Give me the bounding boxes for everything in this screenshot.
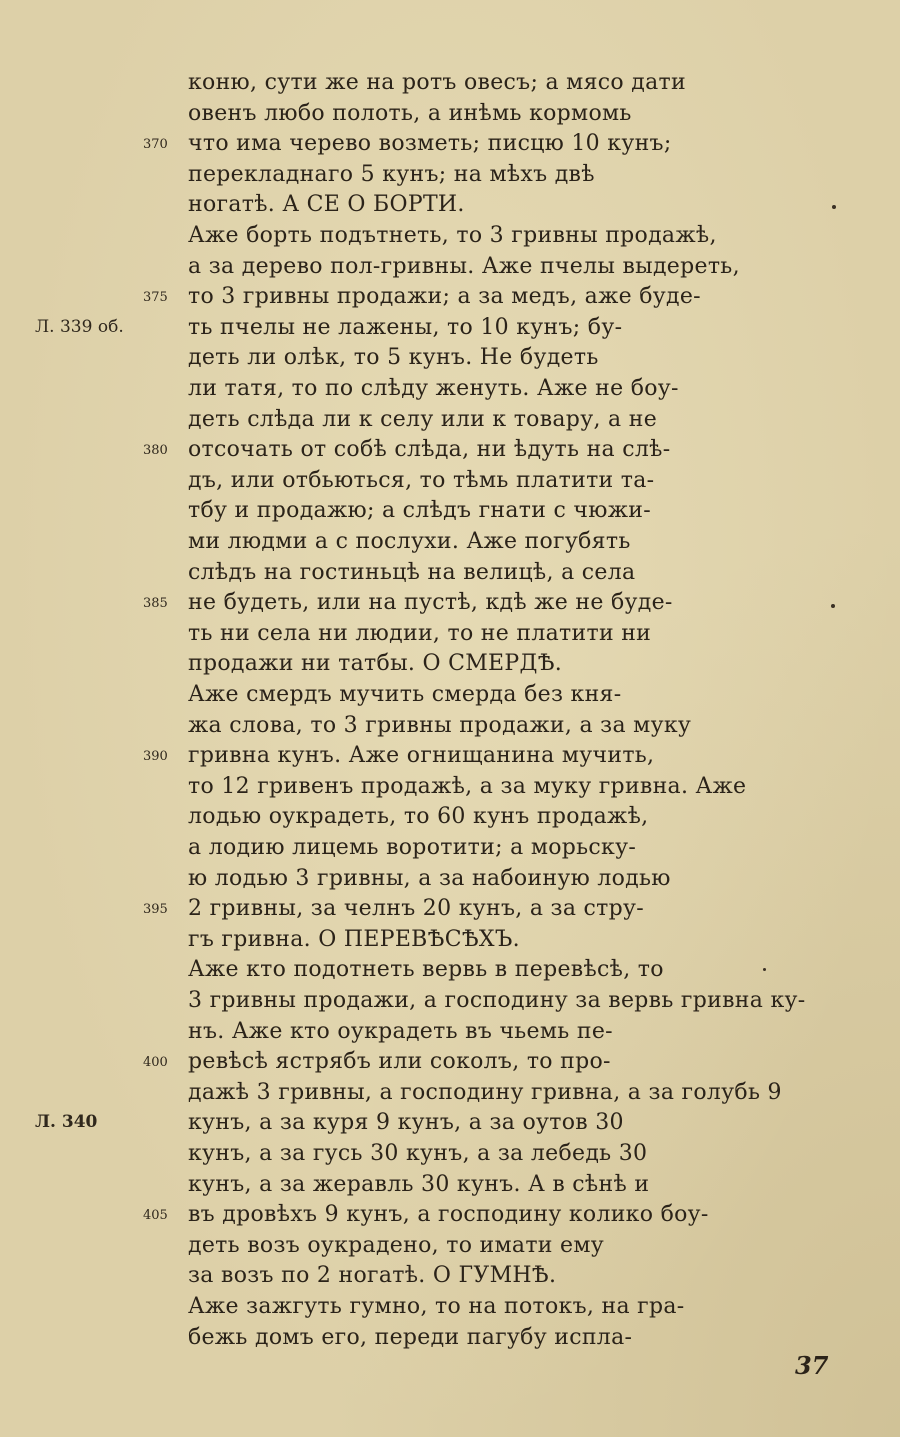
text-line: 3 гривны продажи, а господину за вервь гривна ку- bbox=[188, 988, 806, 1013]
text-line: гривна кунъ. Аже огнищанина мучить, bbox=[188, 743, 655, 769]
text-line: деть возъ оукрадено, то имати ему bbox=[188, 1232, 605, 1258]
text-line: тбу и продажю; а слѣдъ гнати с чюжи- bbox=[188, 498, 651, 524]
text-line: за возъ по 2 ногатѣ. О ГУМНѢ. bbox=[188, 1263, 557, 1289]
line-number: 390 bbox=[143, 749, 168, 765]
print-speck bbox=[832, 205, 836, 209]
text-line: а за дерево пол-гривны. Аже пчелы выдереть, bbox=[188, 253, 740, 279]
print-speck bbox=[763, 968, 766, 971]
text-line: нъ. Аже кто оукрадеть въ чьемь пе- bbox=[188, 1018, 613, 1044]
text-line: жа слова, то 3 гривны продажи, а за муку bbox=[188, 712, 692, 738]
folio-note: Л. 340 bbox=[35, 1112, 98, 1133]
text-line: отсочать от собѣ слѣда, ни ѣдуть на слѣ- bbox=[188, 437, 671, 463]
text-line: Аже зажгуть гумно, то на потокъ, на гра- bbox=[188, 1294, 685, 1319]
text-line: въ дровѣхъ 9 кунъ, а господину колико боу- bbox=[188, 1202, 709, 1228]
text-line: ть пчелы не лажены, то 10 кунъ; бу- bbox=[188, 314, 623, 340]
text-line: ли татя, то по слѣду женуть. Аже не боу- bbox=[188, 376, 679, 401]
line-number: 400 bbox=[143, 1055, 168, 1071]
text-line: лодью оукрадеть, то 60 кунъ продажѣ, bbox=[188, 804, 649, 830]
text-line: ть ни села ни людии, то не платити ни bbox=[188, 620, 652, 646]
line-number: 370 bbox=[143, 137, 168, 153]
text-line: ревѣсѣ ястрябъ или соколъ, то про- bbox=[188, 1049, 611, 1075]
text-line: то 12 гривенъ продажѣ, а за муку гривна. Аже bbox=[188, 773, 747, 799]
line-number: 375 bbox=[143, 290, 168, 306]
text-line: дъ, или отбьються, то тѣмь платити та- bbox=[188, 467, 655, 493]
text-line: то 3 гривны продажи; а за медъ, аже буде- bbox=[188, 284, 701, 310]
text-line: кунъ, а за гусь 30 кунъ, а за лебедь 30 bbox=[188, 1141, 648, 1166]
text-line: продажи ни татбы. О СМЕРДѢ. bbox=[188, 651, 563, 677]
text-line: не будеть, или на пустѣ, кдѣ же не буде- bbox=[188, 590, 673, 616]
text-line: 2 гривны, за челнъ 20 кунъ, а за стру- bbox=[188, 896, 645, 922]
text-line: ногатѣ. А СЕ О БОРТИ. bbox=[188, 192, 465, 218]
folio-note: Л. 339 об. bbox=[35, 316, 124, 337]
text-line: кунъ, а за куря 9 кунъ, а за оутов 30 bbox=[188, 1110, 624, 1136]
line-number: 385 bbox=[143, 596, 168, 612]
text-line: ми людми а с послухи. Аже погубять bbox=[188, 529, 631, 554]
text-line: ю лодью 3 гривны, а за набоиную лодью bbox=[188, 865, 671, 891]
text-line: деть ли олѣк, то 5 кунъ. Не будеть bbox=[188, 345, 599, 371]
line-number: 380 bbox=[143, 443, 168, 459]
text-line: гъ гривна. О ПЕРЕВѢСѢХЪ. bbox=[188, 926, 520, 952]
text-line: перекладнаго 5 кунъ; на мѣхъ двѣ bbox=[188, 161, 595, 187]
text-line: что има черево возметь; писцю 10 кунъ; bbox=[188, 131, 672, 157]
print-speck bbox=[831, 604, 835, 608]
text-line: Аже кто подотнеть вервь в перевѣсѣ, то bbox=[188, 957, 664, 983]
text-line: коню, сути же на ротъ овесъ; а мясо дати bbox=[188, 70, 686, 95]
text-line: кунъ, а за жеравль 30 кунъ. А в сѣнѣ и bbox=[188, 1171, 650, 1197]
text-line: а лодию лицемь воротити; а морьску- bbox=[188, 835, 637, 860]
line-number: 395 bbox=[143, 902, 168, 918]
page-number: 37 bbox=[795, 1351, 829, 1380]
text-line: деть слѣда ли к селу или к товару, а не bbox=[188, 406, 658, 432]
text-line: бежь домъ его, переди пагубу испла- bbox=[188, 1324, 633, 1350]
text-line: Аже смердъ мучить смерда без кня- bbox=[188, 682, 622, 707]
text-line: дажѣ 3 гривны, а господину гривна, а за голубь 9 bbox=[188, 1079, 782, 1105]
text-line: овенъ любо полоть, а инѣмь кормомь bbox=[188, 100, 632, 126]
text-line: Аже борть подътнеть, то 3 гривны продажѣ, bbox=[188, 223, 717, 248]
text-line: слѣдъ на гостиньцѣ на велицѣ, а села bbox=[188, 559, 636, 585]
line-number: 405 bbox=[143, 1208, 168, 1224]
